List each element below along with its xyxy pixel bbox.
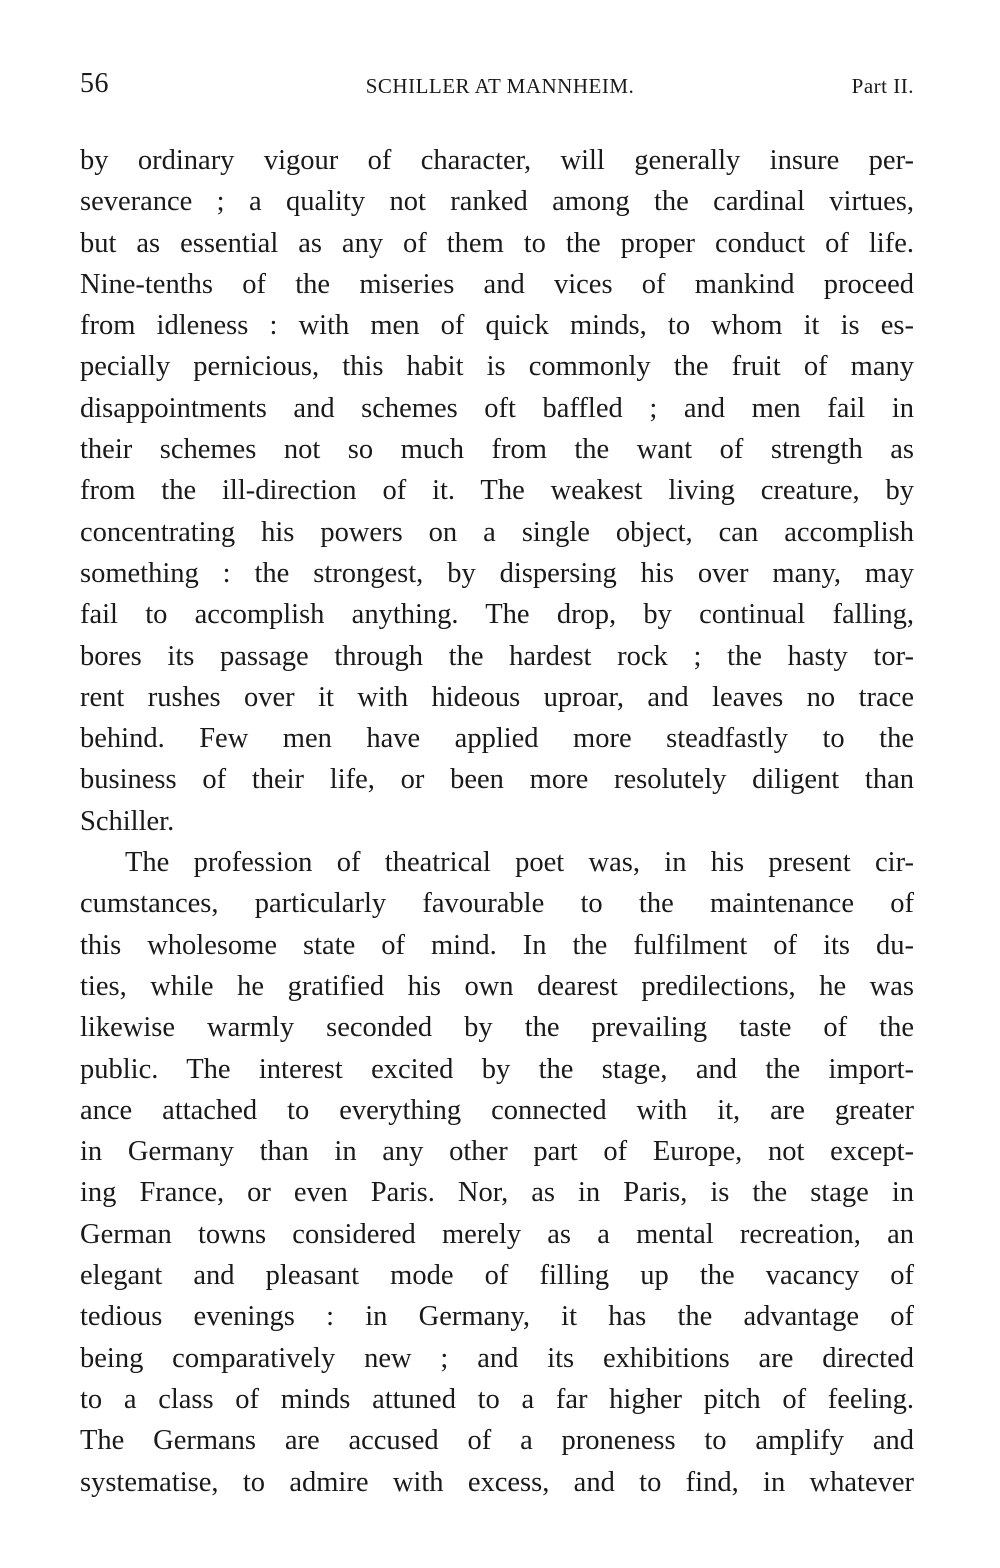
paragraph-2-line: to a class of minds attuned to a far higher pitch of feeling. [80, 1383, 914, 1415]
paragraph-2-line: public. The interest excited by the stage, and the import- [80, 1053, 914, 1085]
paragraph-2-line: German towns considered merely as a mental recreation, an [80, 1218, 914, 1250]
paragraph-1-line: severance ; a quality not ranked among the cardinal virtues, [80, 186, 914, 218]
paragraph-2-line: systematise, to admire with excess, and to find, in whatever [80, 1466, 914, 1498]
paragraph-2-line: being comparatively new ; and its exhibitions are directed [80, 1342, 914, 1374]
paragraph-2-line: likewise warmly seconded by the prevailing taste of the [80, 1012, 914, 1044]
paragraph-2-line: ance attached to everything connected with it, are greater [80, 1094, 914, 1126]
paragraph-2-line: tedious evenings : in Germany, it has the advantage of [80, 1301, 914, 1333]
paragraph-1-line: from the ill-direction of it. The weakest living creature, by [80, 475, 914, 507]
paragraph-1-line: fail to accomplish anything. The drop, by continual falling, [80, 599, 914, 631]
paragraph-2-line: in Germany than in any other part of Europe, not except- [80, 1136, 914, 1168]
paragraph-2-line: elegant and pleasant mode of filling up the vacancy of [80, 1260, 914, 1292]
paragraph-1-line: business of their life, or been more resolutely diligent than [80, 764, 914, 796]
paragraph-1-line: their schemes not so much from the want of strength as [80, 434, 914, 466]
paragraph-2-line: cumstances, particularly favourable to the maintenance of [80, 888, 914, 920]
paragraph-1-line: Nine-tenths of the miseries and vices of mankind proceed [80, 268, 914, 300]
paragraph-1-line: disappointments and schemes oft baffled ; and men fail in [80, 392, 914, 424]
paragraph-2-line: The profession of theatrical poet was, in his present cir- [125, 847, 914, 879]
paragraph-1-line: but as essential as any of them to the proper conduct of life. [80, 227, 914, 259]
page-number: 56 [80, 68, 109, 99]
paragraph-2-line: this wholesome state of mind. In the fulfilment of its du- [80, 929, 914, 961]
paragraph-1-line: concentrating his powers on a single object, can accomplish [80, 516, 914, 548]
paragraph-1-line: by ordinary vigour of character, will generally insure per- [80, 145, 914, 176]
paragraph-1-line: something : the strongest, by dispersing his over many, may [80, 557, 914, 589]
paragraph-2-line: The Germans are accused of a proneness to amplify and [80, 1425, 914, 1457]
paragraph-1-line: Schiller. [80, 805, 175, 837]
running-title: SCHILLER AT MANNHEIM. [365, 74, 635, 98]
part-label: Part II. [851, 74, 914, 98]
paragraph-2-line: ties, while he gratified his own dearest predilections, he was [80, 970, 914, 1002]
paragraph-1-line: bores its passage through the hardest rock ; the hasty tor- [80, 640, 914, 672]
page-body [80, 140, 914, 1503]
paragraph-2-line: ing France, or even Paris. Nor, as in Paris, is the stage in [80, 1177, 914, 1209]
paragraph-1-line: from idleness : with men of quick minds, to whom it is es- [80, 310, 914, 342]
paragraph-1-line: rent rushes over it with hideous uproar, and leaves no trace [80, 681, 914, 713]
paragraph-1-line: behind. Few men have applied more steadfastly to the [80, 723, 914, 755]
paragraph-1-line: pecially pernicious, this habit is commonly the fruit of many [80, 351, 914, 383]
